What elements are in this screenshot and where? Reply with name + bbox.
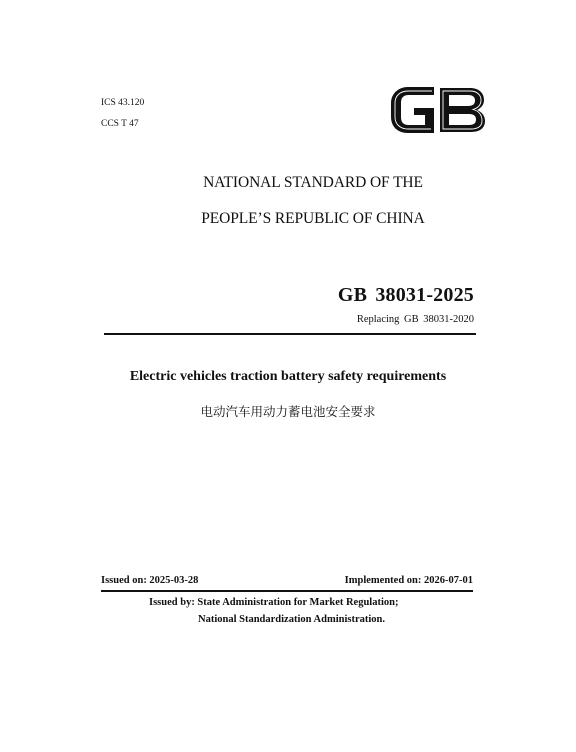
ccs-code: CCS T 47 bbox=[101, 119, 139, 129]
top-divider bbox=[104, 333, 476, 335]
heading-line-2: PEOPLE’S REPUBLIC OF CHINA bbox=[201, 210, 425, 227]
document-title-english: Electric vehicles traction battery safety requirements bbox=[129, 369, 447, 384]
bottom-divider bbox=[101, 590, 473, 592]
heading-line-1: NATIONAL STANDARD OF THE bbox=[203, 174, 423, 191]
issuer-line-1: Issued by: State Administration for Market Regulation; bbox=[149, 597, 399, 608]
gb-logo-icon bbox=[388, 84, 488, 136]
ics-code: ICS 43.120 bbox=[101, 98, 145, 108]
issued-on-date: Issued on: 2025-03-28 bbox=[101, 575, 199, 586]
replacing-standard: Replacing GB 38031-2020 bbox=[356, 314, 474, 325]
document-title-chinese: 电动汽车用动力蓄电池安全要求 bbox=[200, 404, 376, 419]
implemented-on-date: Implemented on: 2026-07-01 bbox=[344, 575, 473, 586]
standard-number: GB 38031-2025 bbox=[337, 284, 474, 306]
issuer-line-2: National Standardization Administration. bbox=[198, 614, 385, 625]
